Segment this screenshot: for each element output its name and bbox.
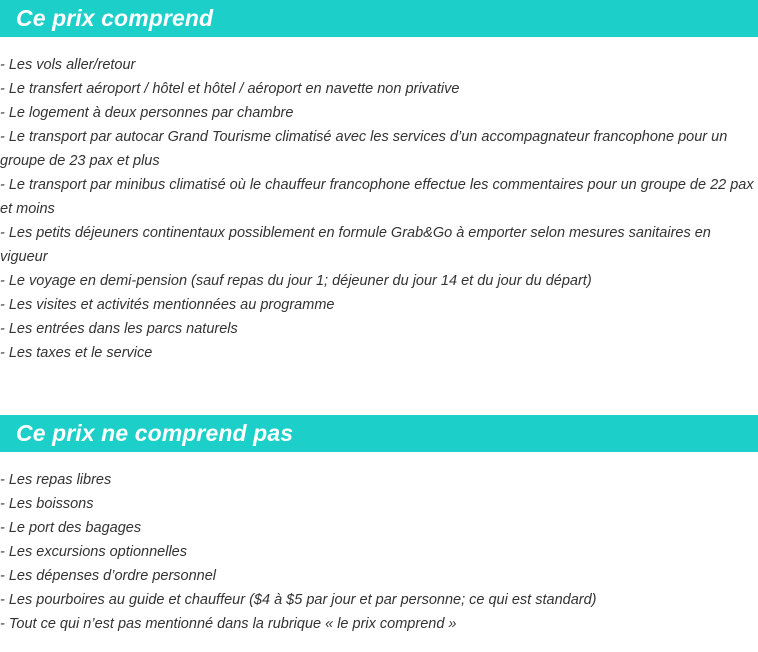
included-list [0, 53, 758, 365]
list-item: - Le transport par autocar Grand Tourisme climatisé avec les services d’un accompagnateur francophone pour un groupe de 23 pax et plus [0, 129, 728, 169]
section-header-excluded [0, 415, 758, 452]
section-title-excluded: Ce prix ne comprend pas [16, 420, 294, 446]
list-item: - Les vols aller/retour [0, 57, 136, 73]
list-item: - Les boissons [0, 496, 94, 512]
list-item: - Les taxes et le service [0, 345, 153, 361]
section-title-included: Ce prix comprend [16, 5, 214, 31]
list-item: - Le transfert aéroport / hôtel et hôtel / aéroport en navette non privative [0, 81, 460, 97]
excluded-list [0, 468, 758, 636]
list-item: - Le voyage en demi-pension (sauf repas du jour 1; déjeuner du jour 14 et du jour du départ) [0, 273, 592, 289]
list-item: - Les entrées dans les parcs naturels [0, 321, 238, 337]
list-item: - Les visites et activités mentionnées au programme [0, 297, 335, 313]
list-item: - Tout ce qui n’est pas mentionné dans la rubrique « le prix comprend » [0, 616, 457, 632]
list-item: - Les repas libres [0, 472, 112, 488]
list-item: - Les dépenses d’ordre personnel [0, 568, 217, 584]
list-item: - Le transport par minibus climatisé où le chauffeur francophone effectue les commentaires pour un groupe de 22 pax et moins [0, 177, 754, 217]
list-item: - Le logement à deux personnes par chambre [0, 105, 294, 121]
section-header-included [0, 0, 758, 37]
list-item: - Les excursions optionnelles [0, 544, 187, 560]
list-item: - Les pourboires au guide et chauffeur ($4 à $5 par jour et par personne; ce qui est standard) [0, 592, 597, 608]
list-item: - Le port des bagages [0, 520, 142, 536]
list-item: - Les petits déjeuners continentaux possiblement en formule Grab&Go à emporter selon mesures sanitaires en vigueur [0, 225, 711, 265]
